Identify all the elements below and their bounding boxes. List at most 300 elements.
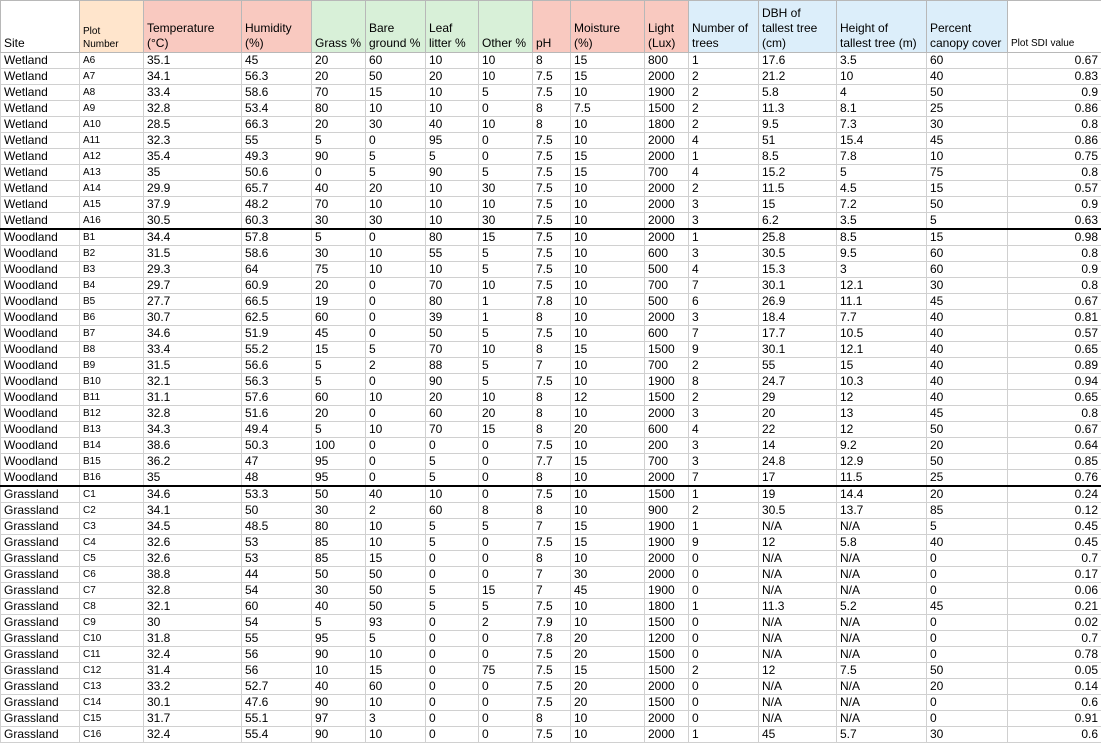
cell-plot[interactable]: C7 — [80, 583, 144, 599]
cell-trees[interactable]: 0 — [689, 695, 759, 711]
cell-trees[interactable]: 2 — [689, 69, 759, 85]
cell-hum[interactable]: 57.8 — [242, 229, 312, 246]
cell-dbh[interactable]: N/A — [759, 679, 837, 695]
cell-moist[interactable]: 15 — [571, 535, 645, 551]
cell-height[interactable]: N/A — [837, 583, 927, 599]
cell-moist[interactable]: 10 — [571, 310, 645, 326]
cell-leaf[interactable]: 10 — [426, 85, 479, 101]
cell-canopy[interactable]: 0 — [927, 567, 1008, 583]
cell-canopy[interactable]: 5 — [927, 519, 1008, 535]
cell-bare[interactable]: 15 — [366, 551, 426, 567]
cell-light[interactable]: 2000 — [645, 133, 689, 149]
cell-bare[interactable]: 0 — [366, 229, 426, 246]
cell-height[interactable]: 7.3 — [837, 117, 927, 133]
cell-leaf[interactable]: 5 — [426, 535, 479, 551]
cell-hum[interactable]: 47.6 — [242, 695, 312, 711]
cell-bare[interactable]: 50 — [366, 567, 426, 583]
cell-site[interactable]: Grassland — [1, 519, 80, 535]
cell-sdi[interactable]: 0.02 — [1008, 615, 1101, 631]
cell-plot[interactable]: C6 — [80, 567, 144, 583]
cell-other[interactable]: 5 — [479, 374, 533, 390]
cell-trees[interactable]: 0 — [689, 647, 759, 663]
cell-ph[interactable]: 8 — [533, 551, 571, 567]
cell-grass[interactable]: 60 — [312, 310, 366, 326]
cell-dbh[interactable]: 24.8 — [759, 454, 837, 470]
cell-trees[interactable]: 1 — [689, 727, 759, 743]
cell-trees[interactable]: 0 — [689, 583, 759, 599]
cell-bare[interactable]: 60 — [366, 53, 426, 69]
cell-site[interactable]: Grassland — [1, 583, 80, 599]
cell-dbh[interactable]: N/A — [759, 519, 837, 535]
cell-temp[interactable]: 32.1 — [144, 599, 242, 615]
cell-site[interactable]: Wetland — [1, 101, 80, 117]
cell-leaf[interactable]: 70 — [426, 342, 479, 358]
cell-other[interactable]: 0 — [479, 438, 533, 454]
cell-height[interactable]: N/A — [837, 631, 927, 647]
cell-height[interactable]: 10.5 — [837, 326, 927, 342]
cell-ph[interactable]: 8 — [533, 422, 571, 438]
cell-sdi[interactable]: 0.63 — [1008, 213, 1101, 230]
cell-hum[interactable]: 57.6 — [242, 390, 312, 406]
column-header-site[interactable] — [1, 1, 80, 53]
cell-hum[interactable]: 51.9 — [242, 326, 312, 342]
cell-site[interactable]: Wetland — [1, 69, 80, 85]
cell-height[interactable]: 10 — [837, 69, 927, 85]
cell-canopy[interactable]: 15 — [927, 181, 1008, 197]
cell-sdi[interactable]: 0.8 — [1008, 117, 1101, 133]
cell-light[interactable]: 1500 — [645, 486, 689, 503]
cell-leaf[interactable]: 39 — [426, 310, 479, 326]
cell-grass[interactable]: 50 — [312, 486, 366, 503]
cell-leaf[interactable]: 10 — [426, 181, 479, 197]
cell-plot[interactable]: B13 — [80, 422, 144, 438]
cell-ph[interactable]: 7.9 — [533, 615, 571, 631]
cell-other[interactable]: 5 — [479, 85, 533, 101]
cell-bare[interactable]: 93 — [366, 615, 426, 631]
cell-other[interactable]: 10 — [479, 342, 533, 358]
cell-bare[interactable]: 50 — [366, 583, 426, 599]
cell-hum[interactable]: 66.3 — [242, 117, 312, 133]
cell-temp[interactable]: 30.5 — [144, 213, 242, 230]
cell-canopy[interactable]: 0 — [927, 711, 1008, 727]
cell-bare[interactable]: 5 — [366, 165, 426, 181]
cell-moist[interactable]: 15 — [571, 454, 645, 470]
cell-site[interactable]: Woodland — [1, 342, 80, 358]
cell-height[interactable]: 12.1 — [837, 278, 927, 294]
cell-other[interactable]: 20 — [479, 406, 533, 422]
cell-other[interactable]: 0 — [479, 695, 533, 711]
cell-hum[interactable]: 50.3 — [242, 438, 312, 454]
cell-trees[interactable]: 3 — [689, 213, 759, 230]
cell-dbh[interactable]: 17 — [759, 470, 837, 487]
cell-site[interactable]: Grassland — [1, 599, 80, 615]
cell-moist[interactable]: 10 — [571, 438, 645, 454]
cell-plot[interactable]: A13 — [80, 165, 144, 181]
cell-light[interactable]: 2000 — [645, 310, 689, 326]
cell-canopy[interactable]: 85 — [927, 503, 1008, 519]
cell-ph[interactable]: 8 — [533, 470, 571, 487]
cell-moist[interactable]: 15 — [571, 53, 645, 69]
cell-ph[interactable]: 8 — [533, 503, 571, 519]
cell-canopy[interactable]: 0 — [927, 631, 1008, 647]
cell-height[interactable]: 14.4 — [837, 486, 927, 503]
cell-height[interactable]: N/A — [837, 679, 927, 695]
cell-temp[interactable]: 28.5 — [144, 117, 242, 133]
cell-other[interactable]: 0 — [479, 679, 533, 695]
cell-sdi[interactable]: 0.64 — [1008, 438, 1101, 454]
cell-other[interactable]: 5 — [479, 519, 533, 535]
cell-sdi[interactable]: 0.83 — [1008, 69, 1101, 85]
cell-other[interactable]: 0 — [479, 711, 533, 727]
cell-sdi[interactable]: 0.91 — [1008, 711, 1101, 727]
cell-ph[interactable]: 7.8 — [533, 631, 571, 647]
cell-ph[interactable]: 7.5 — [533, 438, 571, 454]
cell-light[interactable]: 1800 — [645, 117, 689, 133]
cell-plot[interactable]: B7 — [80, 326, 144, 342]
cell-sdi[interactable]: 0.57 — [1008, 181, 1101, 197]
cell-leaf[interactable]: 10 — [426, 101, 479, 117]
cell-plot[interactable]: C9 — [80, 615, 144, 631]
cell-plot[interactable]: C2 — [80, 503, 144, 519]
cell-temp[interactable]: 33.2 — [144, 679, 242, 695]
cell-other[interactable]: 0 — [479, 631, 533, 647]
cell-trees[interactable]: 0 — [689, 615, 759, 631]
cell-moist[interactable]: 10 — [571, 294, 645, 310]
cell-moist[interactable]: 15 — [571, 149, 645, 165]
cell-trees[interactable]: 0 — [689, 679, 759, 695]
cell-hum[interactable]: 66.5 — [242, 294, 312, 310]
cell-height[interactable]: 12 — [837, 422, 927, 438]
cell-plot[interactable]: A6 — [80, 53, 144, 69]
cell-leaf[interactable]: 90 — [426, 374, 479, 390]
cell-bare[interactable]: 10 — [366, 647, 426, 663]
cell-leaf[interactable]: 0 — [426, 647, 479, 663]
cell-bare[interactable]: 60 — [366, 679, 426, 695]
cell-site[interactable]: Grassland — [1, 711, 80, 727]
cell-temp[interactable]: 33.4 — [144, 85, 242, 101]
cell-dbh[interactable]: 19 — [759, 486, 837, 503]
cell-hum[interactable]: 55 — [242, 631, 312, 647]
cell-canopy[interactable]: 45 — [927, 294, 1008, 310]
cell-height[interactable]: 5 — [837, 165, 927, 181]
cell-bare[interactable]: 5 — [366, 149, 426, 165]
cell-other[interactable]: 2 — [479, 615, 533, 631]
cell-temp[interactable]: 29.7 — [144, 278, 242, 294]
cell-other[interactable]: 15 — [479, 229, 533, 246]
cell-plot[interactable]: B3 — [80, 262, 144, 278]
cell-dbh[interactable]: 9.5 — [759, 117, 837, 133]
cell-canopy[interactable]: 20 — [927, 679, 1008, 695]
cell-site[interactable]: Grassland — [1, 727, 80, 743]
cell-trees[interactable]: 2 — [689, 663, 759, 679]
cell-temp[interactable]: 34.6 — [144, 326, 242, 342]
cell-ph[interactable]: 7.7 — [533, 454, 571, 470]
cell-bare[interactable]: 50 — [366, 69, 426, 85]
cell-temp[interactable]: 31.8 — [144, 631, 242, 647]
cell-height[interactable]: N/A — [837, 567, 927, 583]
cell-plot[interactable]: C4 — [80, 535, 144, 551]
cell-bare[interactable]: 0 — [366, 133, 426, 149]
cell-other[interactable]: 0 — [479, 535, 533, 551]
cell-leaf[interactable]: 10 — [426, 53, 479, 69]
cell-plot[interactable]: B2 — [80, 246, 144, 262]
cell-bare[interactable]: 30 — [366, 117, 426, 133]
cell-height[interactable]: 10.3 — [837, 374, 927, 390]
cell-grass[interactable]: 95 — [312, 631, 366, 647]
cell-other[interactable]: 15 — [479, 583, 533, 599]
cell-sdi[interactable]: 0.17 — [1008, 567, 1101, 583]
cell-canopy[interactable]: 40 — [927, 342, 1008, 358]
cell-trees[interactable]: 3 — [689, 438, 759, 454]
cell-canopy[interactable]: 0 — [927, 647, 1008, 663]
cell-leaf[interactable]: 0 — [426, 631, 479, 647]
cell-grass[interactable]: 80 — [312, 519, 366, 535]
cell-bare[interactable]: 10 — [366, 695, 426, 711]
cell-dbh[interactable]: 45 — [759, 727, 837, 743]
cell-grass[interactable]: 5 — [312, 133, 366, 149]
cell-plot[interactable]: C1 — [80, 486, 144, 503]
cell-hum[interactable]: 55.1 — [242, 711, 312, 727]
cell-canopy[interactable]: 40 — [927, 390, 1008, 406]
cell-plot[interactable]: A9 — [80, 101, 144, 117]
cell-ph[interactable]: 7.5 — [533, 165, 571, 181]
cell-canopy[interactable]: 50 — [927, 454, 1008, 470]
cell-height[interactable]: 4.5 — [837, 181, 927, 197]
cell-moist[interactable]: 15 — [571, 519, 645, 535]
cell-ph[interactable]: 8 — [533, 390, 571, 406]
cell-leaf[interactable]: 5 — [426, 519, 479, 535]
cell-hum[interactable]: 54 — [242, 615, 312, 631]
cell-sdi[interactable]: 0.12 — [1008, 503, 1101, 519]
cell-temp[interactable]: 32.4 — [144, 727, 242, 743]
cell-canopy[interactable]: 0 — [927, 615, 1008, 631]
cell-moist[interactable]: 20 — [571, 631, 645, 647]
cell-canopy[interactable]: 5 — [927, 213, 1008, 230]
cell-hum[interactable]: 56 — [242, 663, 312, 679]
cell-plot[interactable]: B5 — [80, 294, 144, 310]
cell-grass[interactable]: 20 — [312, 278, 366, 294]
cell-other[interactable]: 5 — [479, 262, 533, 278]
cell-dbh[interactable]: 5.8 — [759, 85, 837, 101]
cell-hum[interactable]: 49.3 — [242, 149, 312, 165]
cell-temp[interactable]: 31.5 — [144, 246, 242, 262]
cell-height[interactable]: 9.2 — [837, 438, 927, 454]
cell-temp[interactable]: 35 — [144, 165, 242, 181]
cell-ph[interactable]: 7.5 — [533, 679, 571, 695]
cell-site[interactable]: Grassland — [1, 486, 80, 503]
cell-light[interactable]: 2000 — [645, 679, 689, 695]
cell-site[interactable]: Woodland — [1, 374, 80, 390]
cell-grass[interactable]: 30 — [312, 246, 366, 262]
cell-hum[interactable]: 60 — [242, 599, 312, 615]
cell-moist[interactable]: 45 — [571, 583, 645, 599]
cell-site[interactable]: Woodland — [1, 229, 80, 246]
cell-sdi[interactable]: 0.86 — [1008, 133, 1101, 149]
cell-canopy[interactable]: 40 — [927, 374, 1008, 390]
cell-sdi[interactable]: 0.9 — [1008, 197, 1101, 213]
column-header-ph[interactable] — [533, 1, 571, 53]
cell-other[interactable]: 10 — [479, 390, 533, 406]
cell-moist[interactable]: 10 — [571, 326, 645, 342]
cell-light[interactable]: 1500 — [645, 647, 689, 663]
cell-canopy[interactable]: 30 — [927, 117, 1008, 133]
cell-site[interactable]: Grassland — [1, 503, 80, 519]
cell-hum[interactable]: 49.4 — [242, 422, 312, 438]
cell-ph[interactable]: 7.5 — [533, 647, 571, 663]
cell-bare[interactable]: 10 — [366, 101, 426, 117]
cell-plot[interactable]: B4 — [80, 278, 144, 294]
cell-plot[interactable]: B12 — [80, 406, 144, 422]
cell-height[interactable]: N/A — [837, 551, 927, 567]
cell-canopy[interactable]: 0 — [927, 551, 1008, 567]
cell-trees[interactable]: 0 — [689, 631, 759, 647]
cell-height[interactable]: 8.1 — [837, 101, 927, 117]
cell-grass[interactable]: 90 — [312, 647, 366, 663]
cell-temp[interactable]: 32.6 — [144, 551, 242, 567]
cell-sdi[interactable]: 0.21 — [1008, 599, 1101, 615]
cell-moist[interactable]: 10 — [571, 262, 645, 278]
cell-site[interactable]: Woodland — [1, 422, 80, 438]
cell-dbh[interactable]: 21.2 — [759, 69, 837, 85]
cell-hum[interactable]: 53.4 — [242, 101, 312, 117]
cell-sdi[interactable]: 0.65 — [1008, 390, 1101, 406]
cell-other[interactable]: 0 — [479, 133, 533, 149]
cell-bare[interactable]: 10 — [366, 519, 426, 535]
cell-hum[interactable]: 60.3 — [242, 213, 312, 230]
cell-grass[interactable]: 95 — [312, 470, 366, 487]
cell-temp[interactable]: 38.8 — [144, 567, 242, 583]
cell-plot[interactable]: A7 — [80, 69, 144, 85]
cell-leaf[interactable]: 95 — [426, 133, 479, 149]
cell-light[interactable]: 700 — [645, 278, 689, 294]
cell-dbh[interactable]: 55 — [759, 358, 837, 374]
cell-dbh[interactable]: 11.3 — [759, 599, 837, 615]
cell-leaf[interactable]: 70 — [426, 422, 479, 438]
cell-sdi[interactable]: 0.9 — [1008, 85, 1101, 101]
cell-moist[interactable]: 10 — [571, 503, 645, 519]
cell-temp[interactable]: 35.4 — [144, 149, 242, 165]
cell-height[interactable]: 8.5 — [837, 229, 927, 246]
cell-light[interactable]: 200 — [645, 438, 689, 454]
cell-light[interactable]: 1500 — [645, 663, 689, 679]
cell-trees[interactable]: 8 — [689, 374, 759, 390]
cell-other[interactable]: 5 — [479, 326, 533, 342]
cell-leaf[interactable]: 80 — [426, 294, 479, 310]
cell-other[interactable]: 15 — [479, 422, 533, 438]
cell-other[interactable]: 30 — [479, 213, 533, 230]
cell-trees[interactable]: 2 — [689, 85, 759, 101]
cell-site[interactable]: Grassland — [1, 567, 80, 583]
cell-grass[interactable]: 75 — [312, 262, 366, 278]
cell-other[interactable]: 5 — [479, 246, 533, 262]
cell-dbh[interactable]: N/A — [759, 647, 837, 663]
cell-sdi[interactable]: 0.81 — [1008, 310, 1101, 326]
cell-light[interactable]: 2000 — [645, 406, 689, 422]
cell-plot[interactable]: B15 — [80, 454, 144, 470]
cell-ph[interactable]: 8 — [533, 53, 571, 69]
cell-trees[interactable]: 1 — [689, 149, 759, 165]
cell-temp[interactable]: 34.3 — [144, 422, 242, 438]
cell-site[interactable]: Wetland — [1, 117, 80, 133]
cell-moist[interactable]: 10 — [571, 406, 645, 422]
cell-hum[interactable]: 53.3 — [242, 486, 312, 503]
cell-dbh[interactable]: N/A — [759, 631, 837, 647]
cell-sdi[interactable]: 0.94 — [1008, 374, 1101, 390]
cell-light[interactable]: 1500 — [645, 390, 689, 406]
cell-hum[interactable]: 58.6 — [242, 246, 312, 262]
cell-trees[interactable]: 0 — [689, 567, 759, 583]
cell-leaf[interactable]: 20 — [426, 69, 479, 85]
cell-grass[interactable]: 45 — [312, 326, 366, 342]
cell-leaf[interactable]: 0 — [426, 567, 479, 583]
cell-other[interactable]: 10 — [479, 53, 533, 69]
cell-ph[interactable]: 7 — [533, 583, 571, 599]
cell-other[interactable]: 10 — [479, 278, 533, 294]
cell-temp[interactable]: 32.8 — [144, 406, 242, 422]
cell-hum[interactable]: 56.3 — [242, 69, 312, 85]
cell-plot[interactable]: C8 — [80, 599, 144, 615]
cell-temp[interactable]: 34.4 — [144, 229, 242, 246]
cell-canopy[interactable]: 60 — [927, 53, 1008, 69]
column-header-leaf[interactable] — [426, 1, 479, 53]
cell-grass[interactable]: 50 — [312, 567, 366, 583]
cell-site[interactable]: Woodland — [1, 326, 80, 342]
cell-hum[interactable]: 48.2 — [242, 197, 312, 213]
cell-dbh[interactable]: 12 — [759, 663, 837, 679]
cell-ph[interactable]: 7.5 — [533, 727, 571, 743]
cell-moist[interactable]: 10 — [571, 358, 645, 374]
cell-grass[interactable]: 20 — [312, 406, 366, 422]
cell-moist[interactable]: 10 — [571, 181, 645, 197]
cell-site[interactable]: Woodland — [1, 406, 80, 422]
cell-moist[interactable]: 10 — [571, 278, 645, 294]
cell-moist[interactable]: 10 — [571, 229, 645, 246]
cell-trees[interactable]: 0 — [689, 551, 759, 567]
cell-sdi[interactable]: 0.8 — [1008, 278, 1101, 294]
cell-grass[interactable]: 15 — [312, 342, 366, 358]
cell-grass[interactable]: 85 — [312, 535, 366, 551]
cell-temp[interactable]: 31.4 — [144, 663, 242, 679]
cell-height[interactable]: 9.5 — [837, 246, 927, 262]
cell-site[interactable]: Grassland — [1, 663, 80, 679]
cell-temp[interactable]: 32.8 — [144, 101, 242, 117]
cell-leaf[interactable]: 88 — [426, 358, 479, 374]
cell-temp[interactable]: 29.3 — [144, 262, 242, 278]
cell-trees[interactable]: 7 — [689, 278, 759, 294]
cell-ph[interactable]: 8 — [533, 342, 571, 358]
cell-other[interactable]: 8 — [479, 503, 533, 519]
cell-height[interactable]: 15 — [837, 358, 927, 374]
cell-dbh[interactable]: 17.6 — [759, 53, 837, 69]
cell-plot[interactable]: A15 — [80, 197, 144, 213]
cell-site[interactable]: Grassland — [1, 695, 80, 711]
cell-plot[interactable]: A8 — [80, 85, 144, 101]
cell-grass[interactable]: 5 — [312, 422, 366, 438]
cell-plot[interactable]: C15 — [80, 711, 144, 727]
cell-temp[interactable]: 32.3 — [144, 133, 242, 149]
cell-grass[interactable]: 10 — [312, 663, 366, 679]
cell-hum[interactable]: 52.7 — [242, 679, 312, 695]
cell-dbh[interactable]: 18.4 — [759, 310, 837, 326]
cell-site[interactable]: Wetland — [1, 197, 80, 213]
cell-other[interactable]: 75 — [479, 663, 533, 679]
cell-temp[interactable]: 32.6 — [144, 535, 242, 551]
cell-site[interactable]: Woodland — [1, 390, 80, 406]
cell-leaf[interactable]: 5 — [426, 583, 479, 599]
cell-bare[interactable]: 30 — [366, 213, 426, 230]
cell-dbh[interactable]: N/A — [759, 711, 837, 727]
cell-sdi[interactable]: 0.8 — [1008, 165, 1101, 181]
